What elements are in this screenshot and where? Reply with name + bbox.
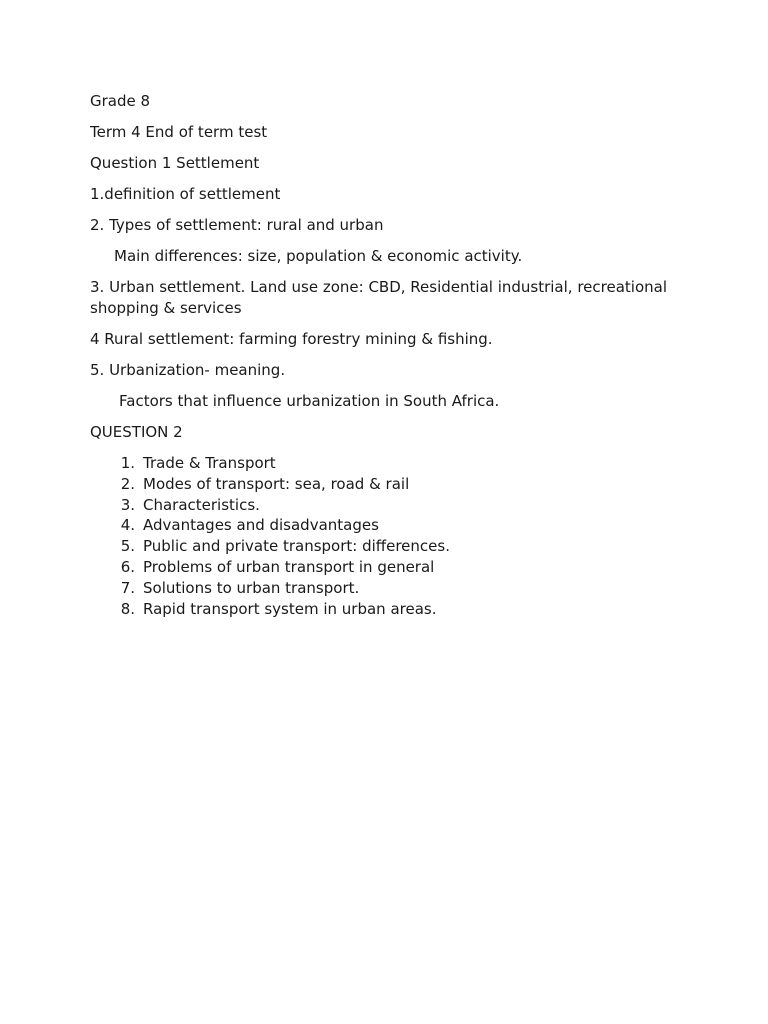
list-item — [90, 495, 690, 516]
list-item-text: Solutions to urban transport. — [143, 578, 360, 597]
list-item-number: 2. — [120, 474, 135, 493]
settlement-item-5: 5. Urbanization- meaning. — [90, 361, 286, 379]
list-item — [90, 557, 690, 578]
list-item-text: Public and private transport: differences. — [143, 537, 450, 556]
settlement-item-4: 4 Rural settlement: farming forestry mining & fishing. — [90, 330, 493, 348]
question-1-heading: Question 1 Settlement — [90, 154, 260, 172]
settlement-item-2: 2. Types of settlement: rural and urban — [90, 216, 384, 234]
list-item-number: 5. — [120, 537, 135, 556]
settlement-item-3: 3. Urban settlement. Land use zone: CBD, Residential industrial, recreational shopping & services — [90, 278, 667, 317]
list-item-number: 1. — [120, 454, 135, 472]
question-2-list — [90, 453, 690, 619]
list-item-number: 8. — [120, 599, 135, 618]
list-item — [90, 515, 690, 536]
list-item-number: 7. — [120, 578, 135, 597]
question-2-heading: QUESTION 2 — [90, 423, 183, 441]
list-item-number: 3. — [120, 495, 135, 514]
list-item — [90, 453, 690, 474]
settlement-item-5-detail: Factors that influence urbanization in South Africa. — [119, 392, 500, 410]
list-item-text: Rapid transport system in urban areas. — [143, 599, 437, 618]
list-item — [90, 599, 690, 620]
list-item-text: Characteristics. — [143, 495, 260, 514]
list-item — [90, 536, 690, 557]
settlement-item-1: 1.definition of settlement — [90, 185, 281, 203]
list-item-number: 4. — [120, 516, 135, 535]
list-item-text: Advantages and disadvantages — [143, 516, 379, 535]
settlement-item-2-detail: Main differences: size, population & economic activity. — [114, 247, 523, 265]
list-item — [90, 578, 690, 599]
document-page — [90, 91, 690, 619]
grade-heading: Grade 8 — [90, 92, 151, 110]
list-item-number: 6. — [120, 557, 135, 576]
test-title: Term 4 End of term test — [90, 123, 268, 141]
list-item-text: Modes of transport: sea, road & rail — [143, 474, 410, 493]
list-item-text: Trade & Transport — [143, 454, 276, 472]
list-item-text: Problems of urban transport in general — [143, 557, 435, 576]
list-item — [90, 474, 690, 495]
